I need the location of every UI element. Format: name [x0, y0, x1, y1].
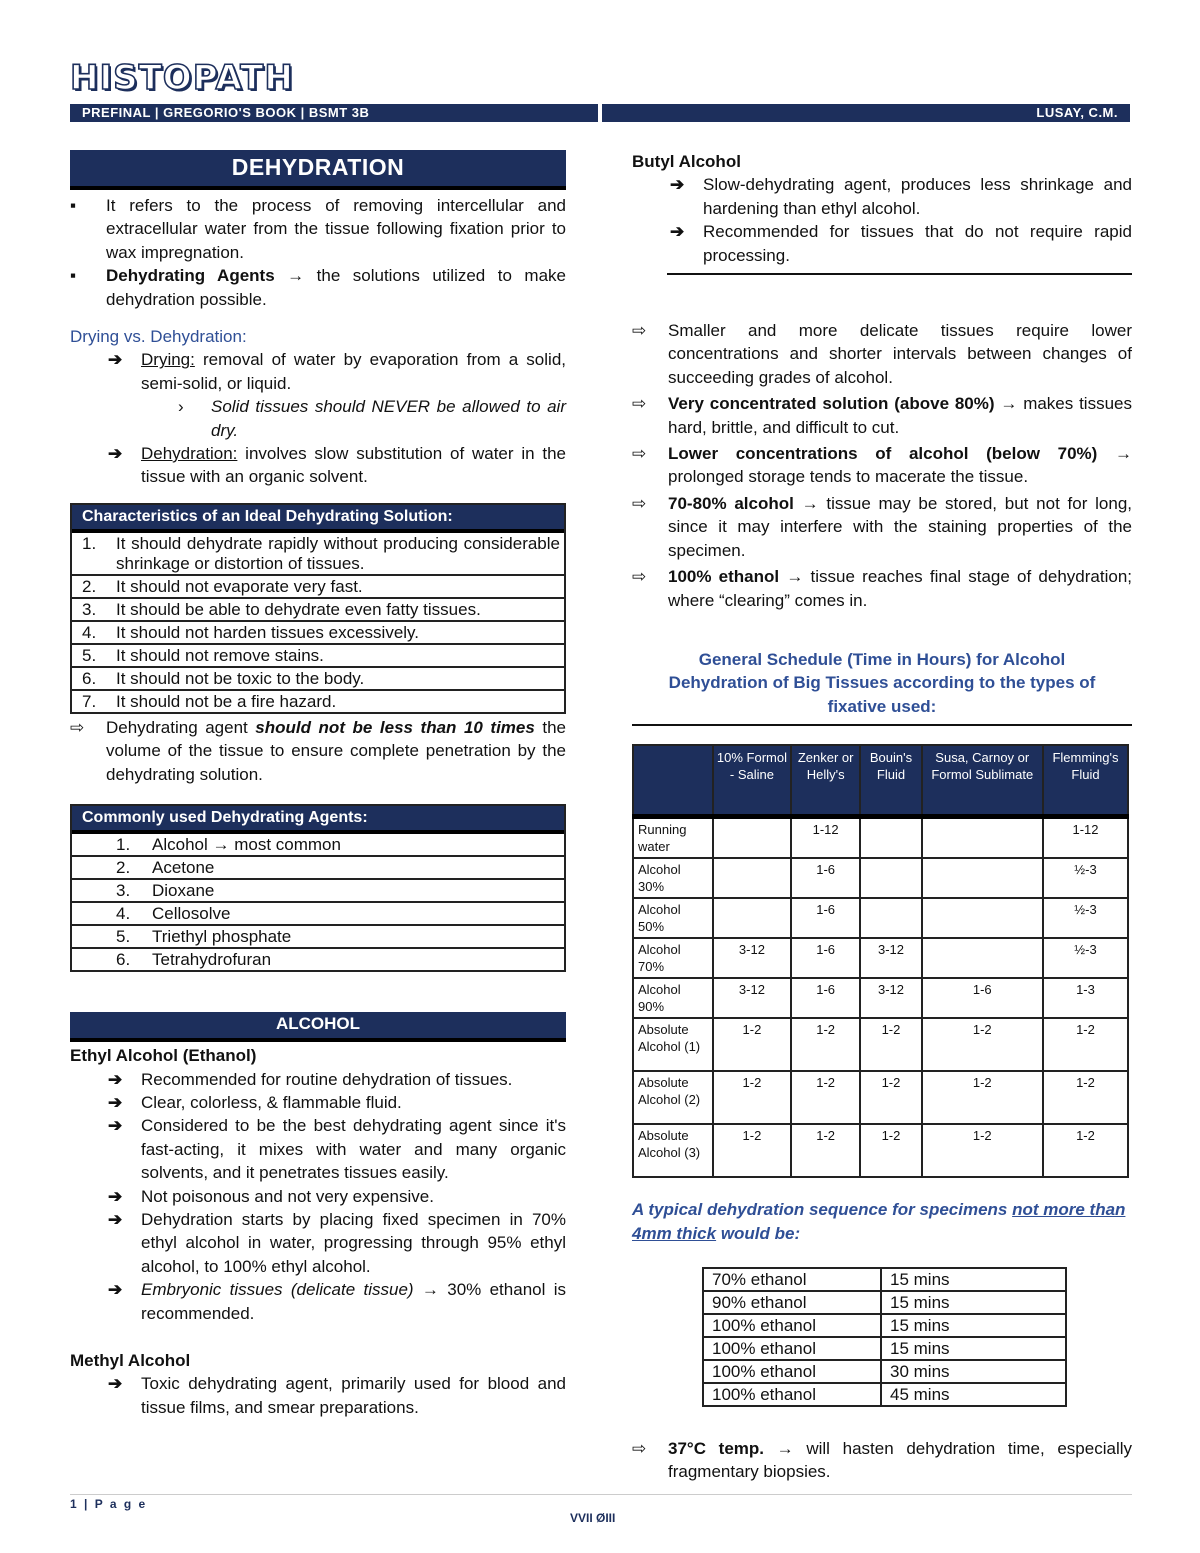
characteristics-list	[72, 533, 564, 712]
sequence-solution: 100% ethanol	[703, 1314, 881, 1337]
arrow-icon: ➔	[108, 1374, 123, 1394]
schedule-cell	[922, 938, 1043, 978]
characteristic-row	[72, 597, 564, 620]
butyl-alcohol-list	[632, 173, 1132, 267]
sequence-time: 45 mins	[881, 1383, 1066, 1406]
hollow-arrow-icon: ⇨	[632, 444, 647, 464]
sequence-time: 15 mins	[881, 1314, 1066, 1337]
methyl-item: ➔ Toxic dehydrating agent, primarily used for blood and tissue films, and smear preparations.	[108, 1374, 566, 1417]
row-number: 6.	[82, 668, 97, 688]
hollow-arrow-icon: ⇨	[632, 321, 647, 341]
sequence-time: 15 mins	[881, 1337, 1066, 1360]
schedule-table	[632, 744, 1129, 1178]
hollow-arrow-icon: ⇨	[632, 394, 647, 414]
item-text: Recommended for routine dehydration of tissues.	[141, 1069, 513, 1089]
sequence-row	[703, 1337, 1066, 1360]
right-column	[632, 150, 1132, 1484]
row-text: Alcohol → most common	[152, 835, 341, 855]
characteristic-row	[72, 643, 564, 666]
schedule-row-label: Alcohol 30%	[633, 858, 713, 898]
sequence-solution: 90% ethanol	[703, 1291, 881, 1314]
schedule-cell	[860, 898, 921, 938]
schedule-row	[633, 858, 1128, 898]
characteristic-row	[72, 574, 564, 597]
dehydration-item: ➔ Dehydration: involves slow substitution of water in the tissue with an organic solvent.	[108, 444, 566, 487]
hollow-arrow-icon: ⇨	[70, 717, 85, 737]
item-text: Dehydration starts by placing fixed specimen in 70% ethyl alcohol in water, progressing through 95% ethyl alcohol, to 100% ethyl alcohol.	[141, 1209, 566, 1276]
ethyl-alcohol-list	[70, 1068, 566, 1279]
sequence-table	[702, 1267, 1067, 1407]
schedule-cell	[922, 817, 1043, 859]
agents-header: Commonly used Dehydrating Agents:	[72, 806, 564, 834]
schedule-cell: 3-12	[713, 938, 791, 978]
schedule-cell	[922, 898, 1043, 938]
schedule-row	[633, 1018, 1128, 1071]
characteristic-row	[72, 689, 564, 712]
characteristics-box	[70, 503, 566, 714]
sequence-solution: 100% ethanol	[703, 1337, 881, 1360]
schedule-cell: 3-12	[713, 978, 791, 1018]
arrow-icon: ➔	[108, 350, 123, 370]
schedule-row	[633, 817, 1128, 859]
row-text: Triethyl phosphate	[152, 927, 292, 947]
schedule-cell: 1-2	[791, 1071, 861, 1124]
item-text: Slow-dehydrating agent, produces less shrinkage and hardening than ethyl alcohol.	[703, 175, 1132, 218]
methyl-alcohol-heading: Methyl Alcohol	[70, 1350, 191, 1370]
note-100-ethanol: ⇨ 100% ethanol → tissue reaches final stage of dehydration; where “clearing” comes in.	[632, 567, 1132, 610]
schedule-cell: 1-2	[860, 1124, 921, 1177]
sequence-solution: 100% ethanol	[703, 1360, 881, 1383]
sequence-row	[703, 1314, 1066, 1337]
row-text: Tetrahydrofuran	[152, 950, 272, 970]
schedule-cell: 1-3	[1043, 978, 1128, 1018]
row-text: Acetone	[152, 858, 215, 878]
agent-row	[72, 947, 564, 970]
note-concentrated: ⇨ Very concentrated solution (above 80%) → makes tissues hard, brittle, and difficult to cut.	[632, 394, 1132, 437]
section-alcohol: ALCOHOL	[70, 1012, 566, 1042]
sequence-time: 15 mins	[881, 1268, 1066, 1291]
ethyl-alcohol-heading: Ethyl Alcohol (Ethanol)	[70, 1046, 257, 1066]
ethyl-item	[70, 1185, 566, 1208]
row-number: 3.	[82, 599, 97, 619]
schedule-cell: 1-12	[1043, 817, 1128, 859]
schedule-header-row	[633, 745, 1128, 817]
drying-item: ➔ Drying: removal of water by evaporation from a solid, semi-solid, or liquid.	[108, 350, 566, 393]
schedule-row	[633, 1124, 1128, 1177]
item-text: Considered to be the best dehydrating agent since it's fast-acting, it mixes with water and many organic solvents, and it penetrates tissues easily.	[141, 1116, 566, 1183]
page-number: 1 | P a g e	[70, 1497, 148, 1511]
drying-vs-dehydration-heading: Drying vs. Dehydration:	[70, 327, 247, 347]
sequence-row	[703, 1268, 1066, 1291]
sequence-body	[703, 1268, 1066, 1406]
ethyl-item-embryonic: ➔ Embryonic tissues (delicate tissue) → 30% ethanol is recommended.	[108, 1280, 566, 1323]
characteristics-header: Characteristics of an Ideal Dehydrating Solution:	[72, 505, 564, 533]
schedule-rule	[632, 724, 1132, 726]
footer-mark: VVII ØIII	[570, 1511, 616, 1525]
row-text: It should dehydrate rapidly without producing considerable shrinkage or distortion of tissues.	[116, 533, 560, 573]
ethyl-item	[70, 1068, 566, 1091]
schedule-cell: 1-2	[922, 1071, 1043, 1124]
sequence-heading: A typical dehydration sequence for specimens not more than 4mm thick would be:	[632, 1200, 1126, 1243]
square-bullet-icon: ▪	[70, 266, 77, 286]
row-text: Cellosolve	[152, 904, 231, 924]
characteristic-row	[72, 620, 564, 643]
agent-row	[72, 878, 564, 901]
schedule-cell: 1-2	[713, 1124, 791, 1177]
schedule-row-label: Absolute Alcohol (1)	[633, 1018, 713, 1071]
schedule-cell	[713, 858, 791, 898]
characteristic-row	[72, 533, 564, 574]
row-number: 4.	[82, 622, 97, 642]
schedule-cell: 1-2	[1043, 1071, 1128, 1124]
arrow-icon: ➔	[108, 1186, 123, 1206]
drying-note: › Solid tissues should NEVER be allowed to air dry.	[178, 397, 566, 440]
schedule-column-header	[633, 745, 713, 817]
butyl-item	[632, 220, 1132, 267]
schedule-cell: 1-2	[922, 1018, 1043, 1071]
agents-list	[72, 834, 564, 970]
item-text: Clear, colorless, & flammable fluid.	[141, 1092, 402, 1112]
arrow-icon: ➔	[108, 1209, 123, 1229]
schedule-cell: ½-3	[1043, 898, 1128, 938]
row-text: It should not harden tissues excessively.	[116, 622, 420, 642]
schedule-cell: 3-12	[860, 978, 921, 1018]
sequence-time: 15 mins	[881, 1291, 1066, 1314]
schedule-row-label: Alcohol 70%	[633, 938, 713, 978]
schedule-cell: 1-2	[713, 1071, 791, 1124]
agents-box	[70, 804, 566, 972]
schedule-cell: 1-2	[860, 1018, 921, 1071]
row-text: It should not be a fire hazard.	[116, 691, 337, 711]
schedule-row	[633, 938, 1128, 978]
schedule-cell: 1-2	[791, 1124, 861, 1177]
ethyl-item	[70, 1208, 566, 1278]
arrow-icon: ➔	[108, 1116, 123, 1136]
arrow-icon: ➔	[108, 1092, 123, 1112]
document-title: HISTOPATH	[70, 58, 294, 98]
schedule-cell	[922, 858, 1043, 898]
schedule-cell	[860, 817, 921, 859]
schedule-cell: 1-6	[791, 938, 861, 978]
row-text: It should be able to dehydrate even fatty tissues.	[116, 599, 481, 619]
agent-row	[72, 901, 564, 924]
sequence-row	[703, 1291, 1066, 1314]
agent-row	[72, 855, 564, 878]
ethyl-item	[70, 1091, 566, 1114]
row-number: 1.	[82, 533, 97, 553]
note-delicate-tissues: ⇨ Smaller and more delicate tissues require lower concentrations and shorter intervals between changes of succeeding grades of alcohol.	[632, 321, 1132, 387]
schedule-cell	[713, 898, 791, 938]
schedule-row	[633, 978, 1128, 1018]
row-text: Dioxane	[152, 881, 215, 901]
schedule-cell: 1-2	[1043, 1124, 1128, 1177]
schedule-column-header: Susa, Carnoy or Formol Sublimate	[922, 745, 1043, 817]
characteristic-row	[72, 666, 564, 689]
schedule-cell: 1-2	[713, 1018, 791, 1071]
butyl-item	[632, 173, 1132, 220]
agent-row	[72, 834, 564, 855]
sequence-solution: 100% ethanol	[703, 1383, 881, 1406]
agent-row	[72, 924, 564, 947]
schedule-column-header: Bouin's Fluid	[860, 745, 921, 817]
concentration-notes	[632, 319, 1132, 612]
arrow-icon: ➔	[670, 175, 685, 195]
schedule-cell: 1-6	[791, 898, 861, 938]
hollow-arrow-icon: ⇨	[632, 1438, 647, 1458]
chevron-right-icon: ›	[178, 397, 184, 417]
row-number: 5.	[116, 927, 131, 947]
item-text: Recommended for tissues that do not require rapid processing.	[703, 222, 1132, 265]
schedule-row-label: Absolute Alcohol (3)	[633, 1124, 713, 1177]
row-number: 3.	[116, 881, 131, 901]
row-number: 6.	[116, 950, 131, 970]
section-dehydration: DEHYDRATION	[70, 150, 566, 190]
footer-rule	[70, 1494, 1132, 1495]
schedule-cell: 1-2	[922, 1124, 1043, 1177]
sequence-time: 30 mins	[881, 1360, 1066, 1383]
hollow-arrow-icon: ⇨	[632, 493, 647, 513]
schedule-cell	[713, 817, 791, 859]
sequence-row	[703, 1360, 1066, 1383]
schedule-cell: 1-6	[922, 978, 1043, 1018]
row-number: 7.	[82, 691, 97, 711]
sequence-solution: 70% ethanol	[703, 1268, 881, 1291]
left-column	[70, 150, 566, 1419]
schedule-cell: 3-12	[860, 938, 921, 978]
row-number: 2.	[82, 576, 97, 596]
schedule-title: General Schedule (Time in Hours) for Alcohol Dehydration of Big Tissues according to the types of fixative used:	[668, 649, 1096, 716]
schedule-cell: 1-12	[791, 817, 861, 859]
bullet-definition: ▪ It refers to the process of removing intercellular and extracellular water from the tissue following fixation prior to wax impregnation.	[70, 196, 566, 262]
square-bullet-icon: ▪	[70, 196, 77, 215]
arrow-icon: ➔	[670, 222, 685, 242]
item-text: Not poisonous and not very expensive.	[141, 1186, 434, 1206]
arrow-icon: ➔	[108, 1069, 123, 1089]
arrow-icon: ➔	[108, 444, 123, 464]
hollow-arrow-icon: ⇨	[632, 567, 647, 587]
schedule-cell: ½-3	[1043, 858, 1128, 898]
schedule-cell: 1-2	[791, 1018, 861, 1071]
volume-note: ⇨ Dehydrating agent should not be less than 10 times the volume of the tissue to ensure complete penetration by the dehydrating solution.	[70, 717, 567, 784]
arrow-icon: ➔	[108, 1280, 123, 1300]
bullet-dehydrating-agents: ▪ Dehydrating Agents → the solutions utilized to make dehydration possible.	[70, 266, 566, 309]
note-70-80: ⇨ 70-80% alcohol → tissue may be stored, but not for long, since it may interfere with the staining properties of the specimen.	[632, 493, 1132, 560]
row-text: It should not be toxic to the body.	[116, 668, 365, 688]
row-number: 2.	[116, 858, 131, 878]
schedule-column-header: Zenker or Helly's	[791, 745, 861, 817]
schedule-column-header: Flemming's Fluid	[1043, 745, 1128, 817]
row-number: 5.	[82, 645, 97, 665]
schedule-column-header: 10% Formol - Saline	[713, 745, 791, 817]
schedule-row-label: Alcohol 50%	[633, 898, 713, 938]
ethyl-item	[70, 1114, 566, 1184]
row-number: 1.	[116, 835, 131, 855]
schedule-row	[633, 898, 1128, 938]
note-lower: ⇨ Lower concentrations of alcohol (below 70%) → prolonged storage tends to macerate the tissue.	[632, 444, 1132, 487]
row-number: 4.	[116, 904, 131, 924]
schedule-row-label: Absolute Alcohol (2)	[633, 1071, 713, 1124]
schedule-row-label: Running water	[633, 817, 713, 859]
schedule-row	[633, 1071, 1128, 1124]
schedule-cell: 1-2	[860, 1071, 921, 1124]
schedule-cell	[860, 858, 921, 898]
schedule-cell: 1-6	[791, 978, 861, 1018]
schedule-row-label: Alcohol 90%	[633, 978, 713, 1018]
note-temperature: ⇨ 37°C temp. → will hasten dehydration time, especially fragmentary biopsies.	[632, 1438, 1132, 1482]
sequence-row	[703, 1383, 1066, 1406]
row-text: It should not remove stains.	[116, 645, 324, 665]
butyl-alcohol-heading: Butyl Alcohol	[632, 152, 741, 171]
schedule-cell: ½-3	[1043, 938, 1128, 978]
schedule-cell: 1-6	[791, 858, 861, 898]
divider	[667, 273, 1132, 275]
header-left-bar: PREFINAL | GREGORIO'S BOOK | BSMT 3B	[70, 104, 598, 122]
schedule-body	[633, 817, 1128, 1178]
header-right-bar: LUSAY, C.M.	[602, 104, 1130, 122]
row-text: It should not evaporate very fast.	[116, 576, 363, 596]
schedule-cell: 1-2	[1043, 1018, 1128, 1071]
